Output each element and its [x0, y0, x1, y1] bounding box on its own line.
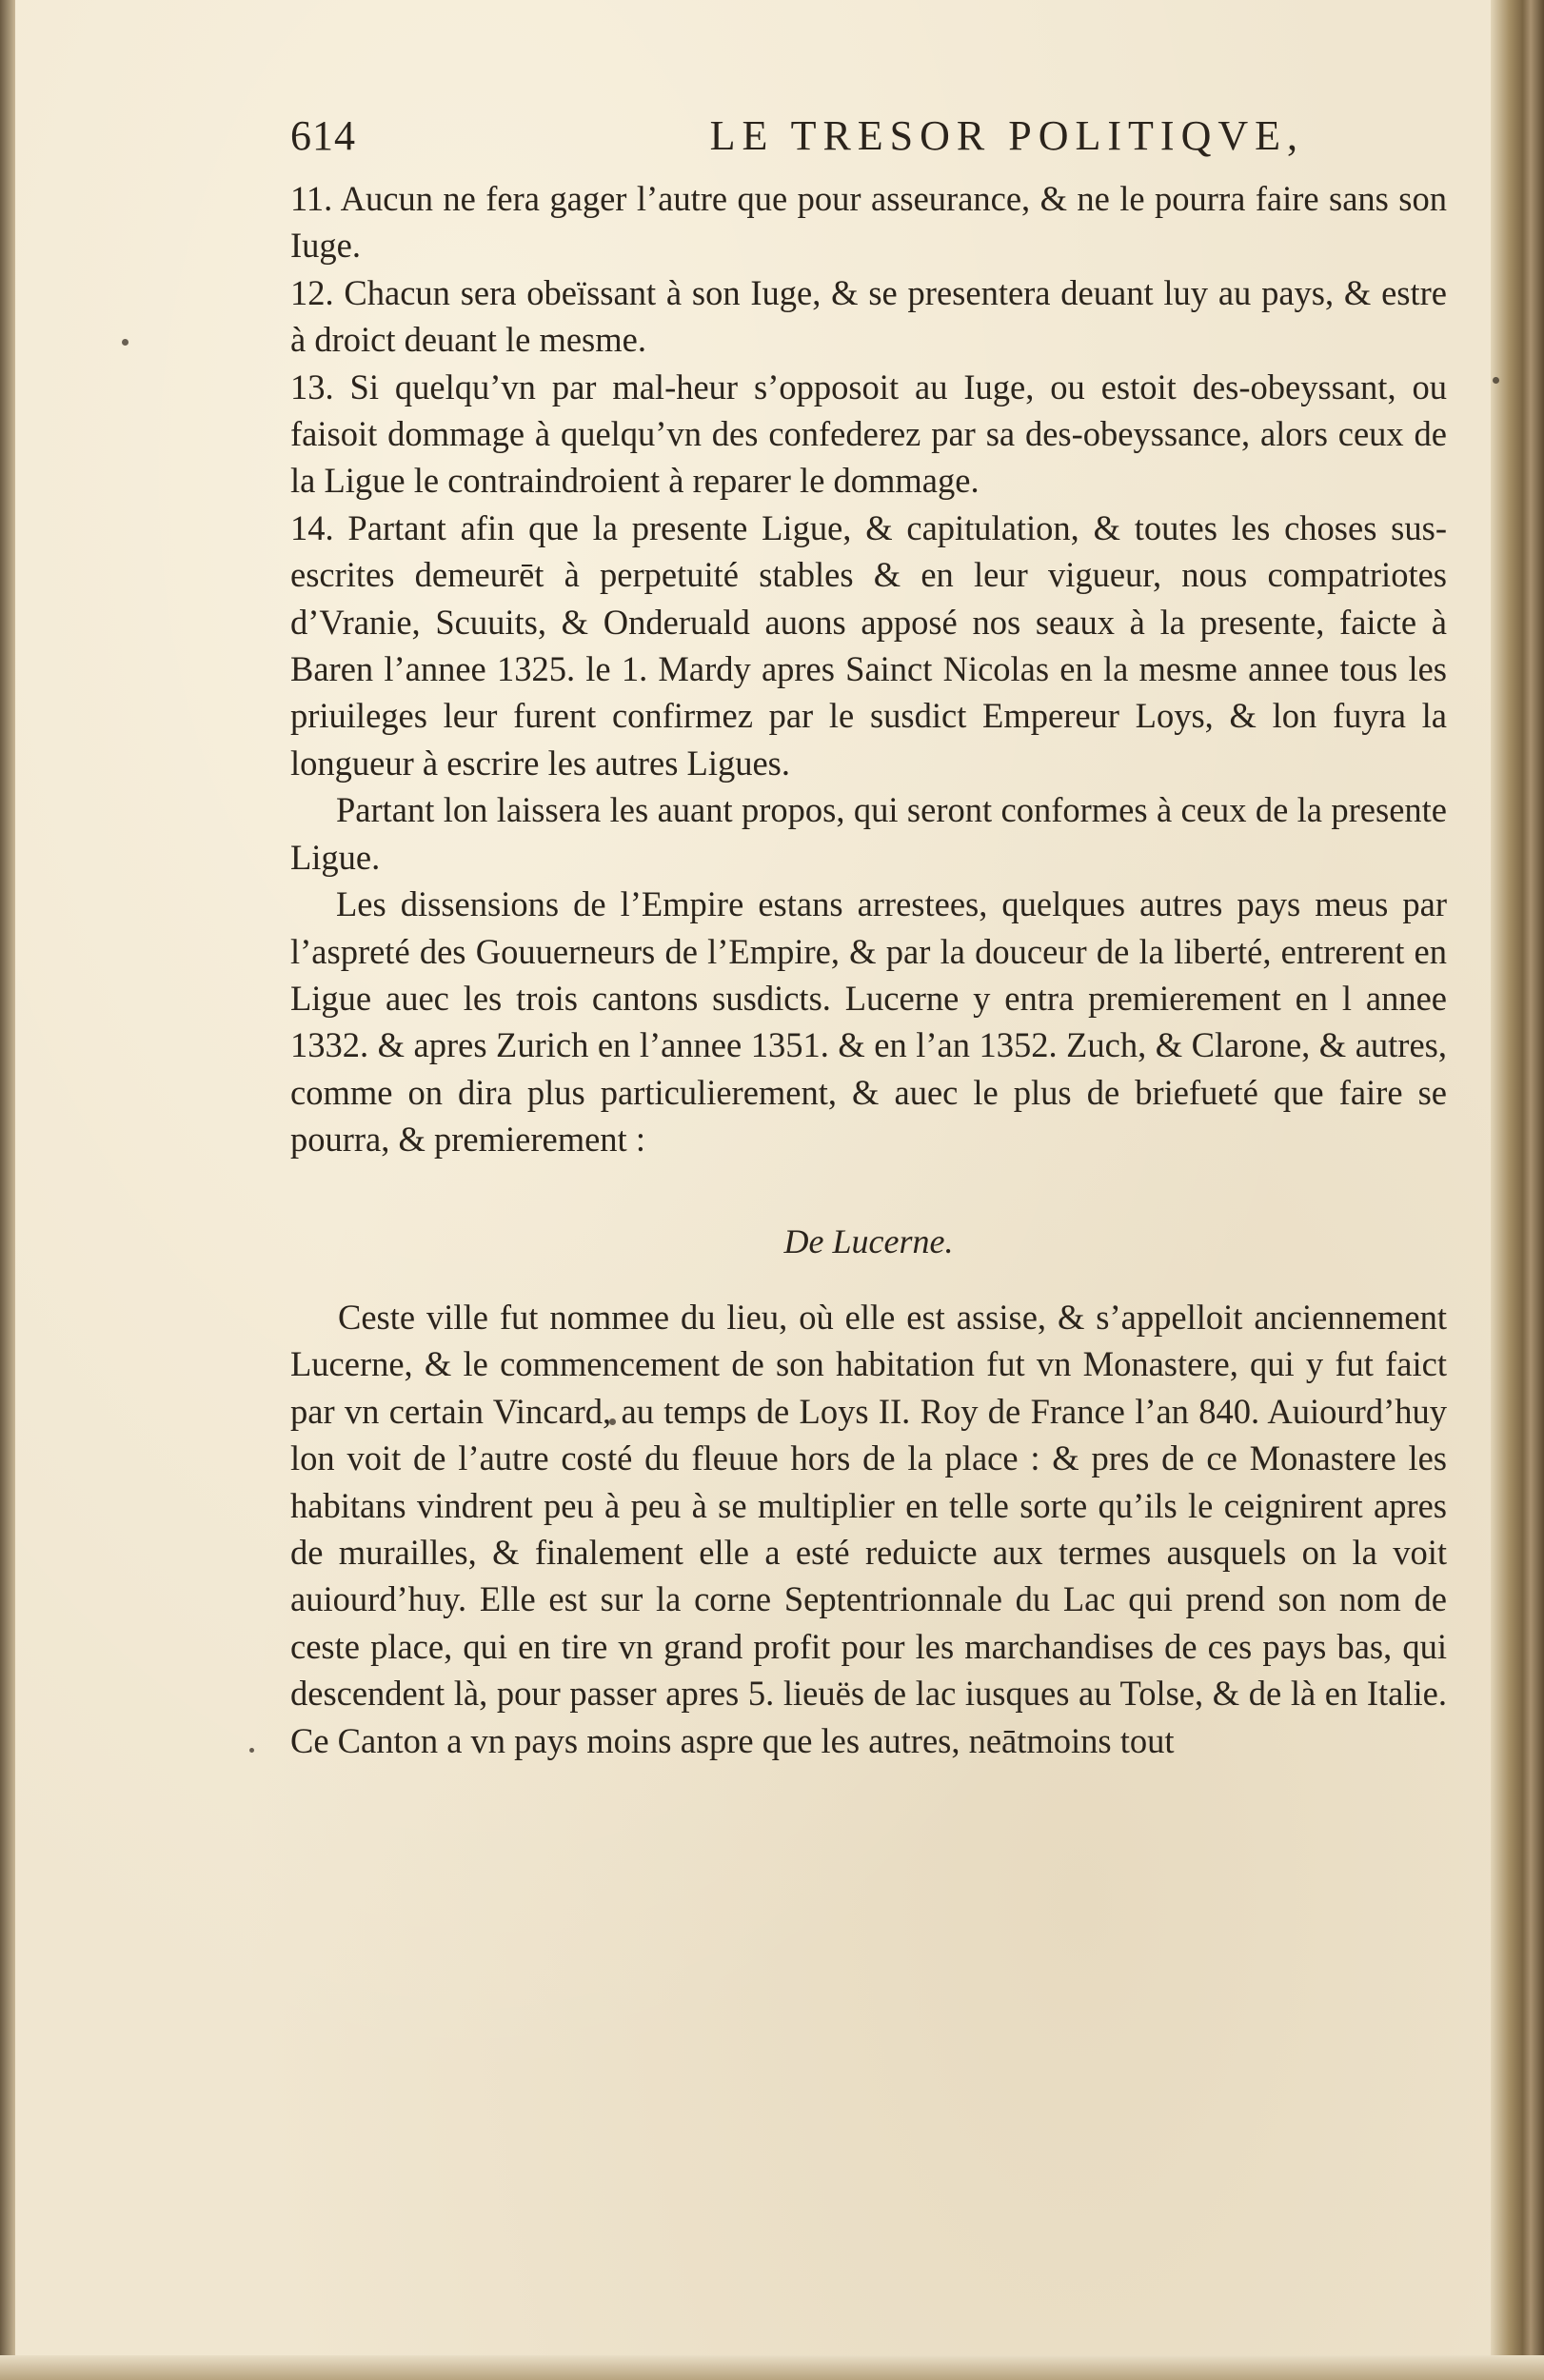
article-11: 11. Aucun ne fera gager l’autre que pour asseurance, & ne le pourra faire sans son Iuge. — [290, 179, 1447, 266]
ink-speck — [249, 1748, 254, 1753]
running-head: LE TRESOR POLITIQVE, — [709, 112, 1304, 159]
article-12: 12. Chacun sera obeïssant à son Iuge, & se presentera deuant luy au pays, & estre à droict deuant le mesme. — [290, 272, 1447, 360]
paragraph-lucerne: Ceste ville fut nommee du lieu, où elle est assise, & s’appelloit anciennement Lucerne, & le commencement de son habitation fut vn Monastere, qui y fut faict par vn certain Vincard, au temps de Loys II. Roy de France l’an 840. Auiourd’huy lon voit de l’autre costé du fleuue hors de la place : & pres de ce Monastere les habitans vindrent peu à peu à se multiplier en telle sorte qu’ils le ceignirent apres de murailles, & finalement elle a esté reduicte aux termes ausquels on la voit auiourd’huy. Elle est sur la corne Septentrionnale du Lac qui prend son nom de ceste place, qui en tire vn grand profit pour les marchandises de ces pays bas, qui descendent là, pour passer apres 5. lieuës de lac iusques au Tolse, & de là en Italie. Ce Canton a vn pays moins aspre que les autres, neātmoins tout — [290, 1297, 1447, 1760]
paragraph-avant-propos: Partant lon laissera les auant propos, qui seront conformes à ceux de la presente Ligue. — [290, 790, 1447, 877]
page-edge-right — [1491, 0, 1544, 2380]
paragraph-dissensions: Les dissensions de l’Empire estans arrestees, quelques autres pays meus par l’aspreté des Gouuerneurs de l’Empire, & par la douceur de la liberté, entrerent en Ligue auec les trois cantons susdicts. Lucerne y entra premierement en l annee 1332. & apres Zurich en l’annee 1351. & en l’an 1352. Zuch, & Clarone, & autres, comme on dira plus particulierement, & auec le plus de briefueté que faire se pourra, & premierement : — [290, 884, 1447, 1160]
ink-speck — [122, 339, 129, 346]
section-title: De Lucerne. — [783, 1221, 954, 1260]
page-edge-bottom — [0, 2355, 1544, 2380]
page-gutter-shadow — [0, 0, 15, 2380]
section-body — [290, 1294, 1447, 1764]
ink-speck — [1493, 377, 1499, 384]
article-13: 13. Si quelqu’vn par mal-heur s’opposoit au Iuge, ou estoit des-obeyssant, ou faisoit dommage à quelqu’vn des confederez par sa des-obeyssance, alors ceux de la Ligue le contraindroient à reparer le dommage. — [290, 367, 1447, 501]
page-number: 614 — [290, 112, 356, 159]
page-header — [290, 112, 1447, 169]
article-14: 14. Partant afin que la presente Ligue, & capitulation, & toutes les choses sus-escrites demeurēt à perpetuité stables & en leur vigueur, nous compatriotes d’Vranie, Scuuits, & Onderuald auons apposé nos seaux à la presente, faicte à Baren l’annee 1325. le 1. Mardy apres Sainct Nicolas en la mesme annee tous les priuileges leur furent confirmez par le susdict Empereur Loys, & lon fuyra la longueur à escrire les autres Ligues. — [290, 507, 1447, 783]
page-text — [290, 112, 1447, 1764]
